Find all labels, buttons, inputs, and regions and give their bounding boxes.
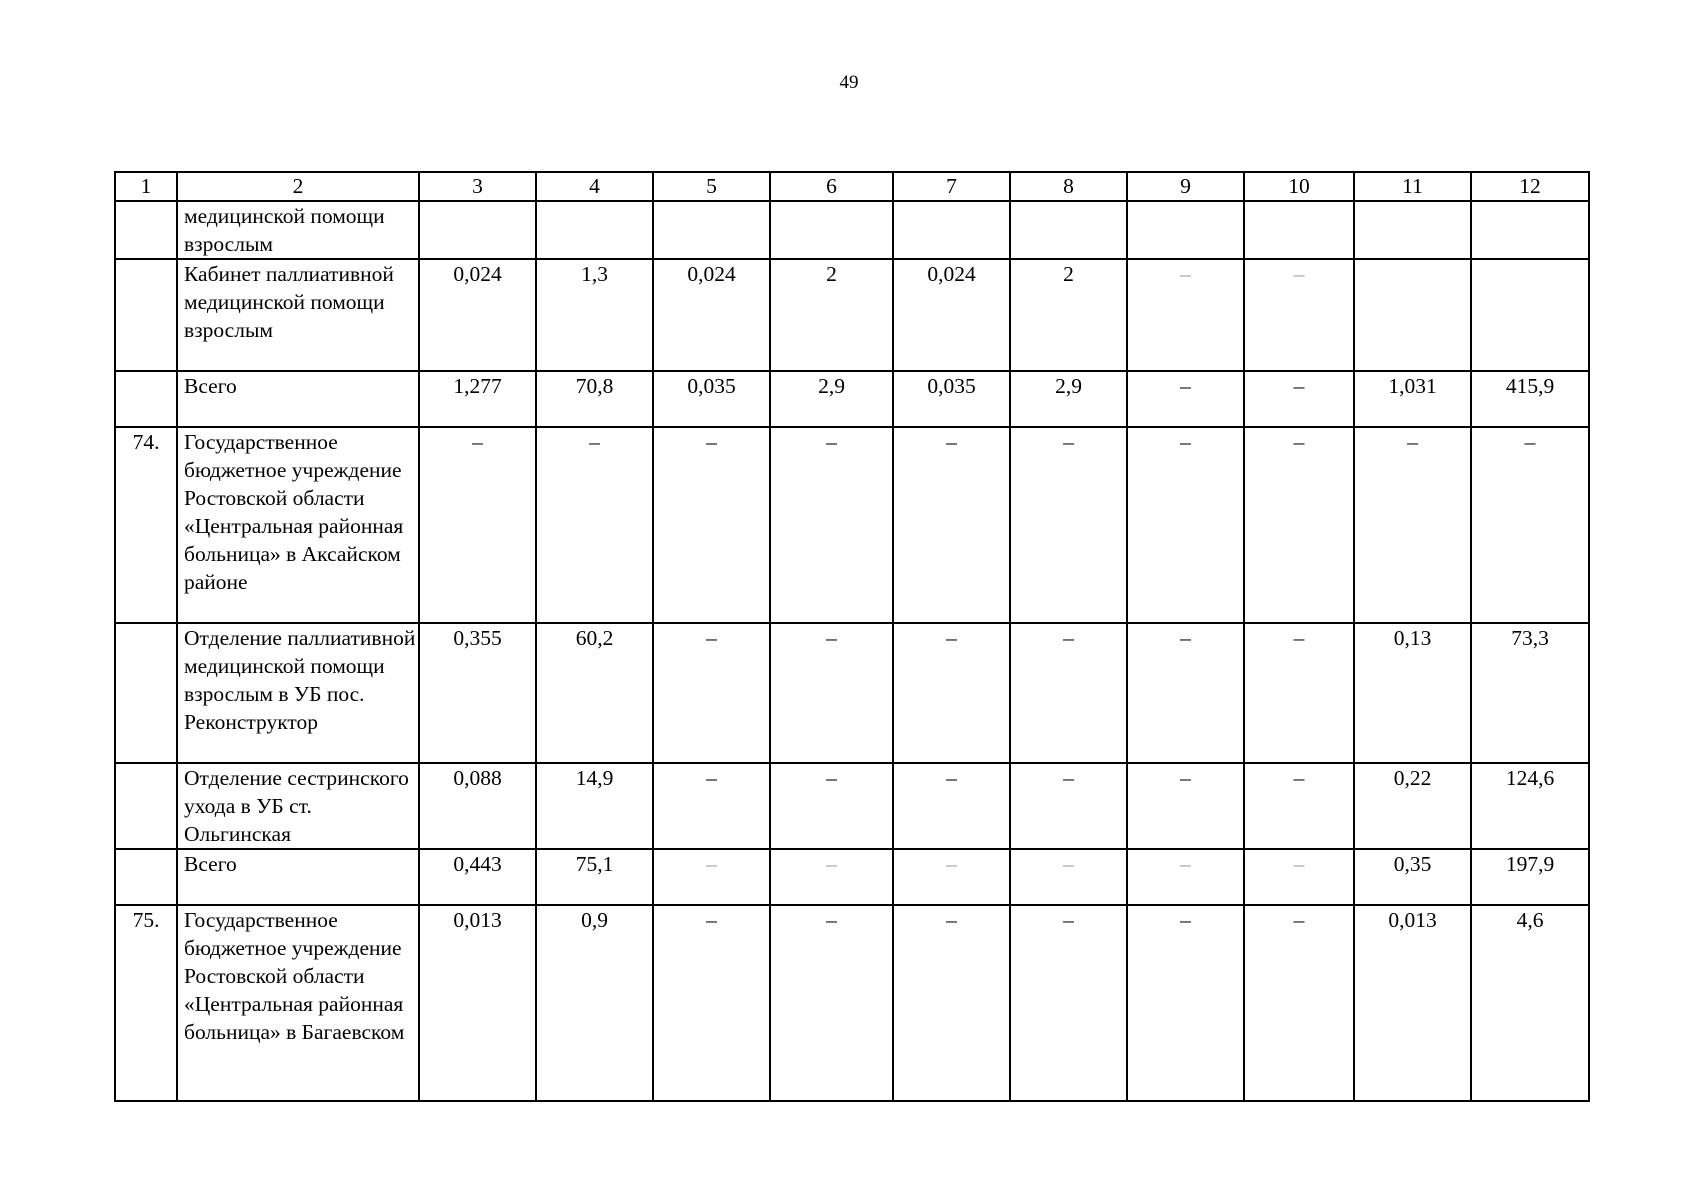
table-row bbox=[115, 201, 1589, 259]
value-cell: 70,8 bbox=[536, 371, 653, 427]
data-table bbox=[114, 171, 1590, 1102]
value-cell: – bbox=[1471, 427, 1589, 623]
value-cell bbox=[419, 201, 536, 259]
row-number-cell bbox=[115, 371, 177, 427]
value-cell: – bbox=[893, 763, 1010, 849]
value-cell: 124,6 bbox=[1471, 763, 1589, 849]
value-cell bbox=[536, 201, 653, 259]
value-cell: – bbox=[653, 763, 770, 849]
value-cell: – bbox=[536, 427, 653, 623]
value-cell: – bbox=[770, 905, 893, 1101]
value-cell: – bbox=[770, 427, 893, 623]
value-cell: 0,035 bbox=[893, 371, 1010, 427]
value-cell bbox=[893, 201, 1010, 259]
value-cell: 0,13 bbox=[1354, 623, 1471, 763]
value-cell: – bbox=[893, 849, 1010, 905]
value-cell: 1,031 bbox=[1354, 371, 1471, 427]
value-cell: – bbox=[1244, 427, 1354, 623]
column-number-header-row bbox=[115, 172, 1589, 201]
value-cell: 0,024 bbox=[893, 259, 1010, 371]
value-cell bbox=[1127, 201, 1244, 259]
table-row bbox=[115, 427, 1589, 623]
value-cell: – bbox=[1127, 427, 1244, 623]
value-cell: – bbox=[893, 623, 1010, 763]
value-cell: – bbox=[1010, 427, 1127, 623]
value-cell: 1,3 bbox=[536, 259, 653, 371]
value-cell bbox=[770, 201, 893, 259]
value-cell: – bbox=[653, 427, 770, 623]
value-cell: 1,277 bbox=[419, 371, 536, 427]
table-row bbox=[115, 259, 1589, 371]
value-cell: – bbox=[1127, 623, 1244, 763]
value-cell: – bbox=[1127, 763, 1244, 849]
value-cell: 0,035 bbox=[653, 371, 770, 427]
value-cell: – bbox=[1244, 371, 1354, 427]
value-cell bbox=[1244, 201, 1354, 259]
value-cell: 0,22 bbox=[1354, 763, 1471, 849]
value-cell: – bbox=[1244, 905, 1354, 1101]
column-header: 1 bbox=[115, 172, 177, 201]
value-cell: – bbox=[1244, 259, 1354, 371]
value-cell: 415,9 bbox=[1471, 371, 1589, 427]
value-cell: – bbox=[893, 427, 1010, 623]
table-row bbox=[115, 849, 1589, 905]
row-name-cell: Отделение паллиативной медицинской помощи взрослым в УБ пос. Реконструктор bbox=[177, 623, 419, 763]
row-name-cell: Кабинет паллиативной медицинской помощи взрослым bbox=[177, 259, 419, 371]
row-number-cell: 75. bbox=[115, 905, 177, 1101]
column-header: 10 bbox=[1244, 172, 1354, 201]
column-header: 11 bbox=[1354, 172, 1471, 201]
value-cell: 2,9 bbox=[770, 371, 893, 427]
table-row bbox=[115, 763, 1589, 849]
value-cell: – bbox=[1127, 849, 1244, 905]
value-cell bbox=[1471, 201, 1589, 259]
value-cell: 0,35 bbox=[1354, 849, 1471, 905]
value-cell: 73,3 bbox=[1471, 623, 1589, 763]
row-name-cell: медицинской помощи взрослым bbox=[177, 201, 419, 259]
value-cell bbox=[1354, 201, 1471, 259]
value-cell: – bbox=[653, 849, 770, 905]
row-name-cell: Государственное бюджетное учреждение Ростовской области «Центральная районная больница» в Багаевском bbox=[177, 905, 419, 1101]
value-cell: – bbox=[1010, 905, 1127, 1101]
value-cell: – bbox=[653, 623, 770, 763]
value-cell: – bbox=[1010, 763, 1127, 849]
value-cell: – bbox=[1244, 849, 1354, 905]
value-cell: 0,355 bbox=[419, 623, 536, 763]
value-cell: – bbox=[770, 623, 893, 763]
column-header: 9 bbox=[1127, 172, 1244, 201]
value-cell: 197,9 bbox=[1471, 849, 1589, 905]
row-name-cell: Отделение сестринского ухода в УБ ст. Ольгинская bbox=[177, 763, 419, 849]
value-cell: 2,9 bbox=[1010, 371, 1127, 427]
value-cell: 0,9 bbox=[536, 905, 653, 1101]
page-number: 49 bbox=[839, 72, 859, 93]
column-header: 3 bbox=[419, 172, 536, 201]
value-cell bbox=[1471, 259, 1589, 371]
value-cell: 0,013 bbox=[1354, 905, 1471, 1101]
value-cell: 0,443 bbox=[419, 849, 536, 905]
value-cell: 4,6 bbox=[1471, 905, 1589, 1101]
row-number-cell: 74. bbox=[115, 427, 177, 623]
value-cell: – bbox=[1244, 763, 1354, 849]
value-cell: – bbox=[1010, 623, 1127, 763]
value-cell bbox=[653, 201, 770, 259]
value-cell: 2 bbox=[770, 259, 893, 371]
row-number-cell bbox=[115, 849, 177, 905]
row-number-cell bbox=[115, 623, 177, 763]
column-header: 6 bbox=[770, 172, 893, 201]
value-cell: – bbox=[770, 763, 893, 849]
value-cell: – bbox=[1010, 849, 1127, 905]
table-row bbox=[115, 623, 1589, 763]
table-row bbox=[115, 371, 1589, 427]
column-header: 5 bbox=[653, 172, 770, 201]
column-header: 2 bbox=[177, 172, 419, 201]
value-cell: 0,024 bbox=[419, 259, 536, 371]
column-header: 8 bbox=[1010, 172, 1127, 201]
value-cell: – bbox=[1127, 905, 1244, 1101]
value-cell: – bbox=[1127, 259, 1244, 371]
value-cell: – bbox=[653, 905, 770, 1101]
row-name-cell: Всего bbox=[177, 371, 419, 427]
value-cell: 75,1 bbox=[536, 849, 653, 905]
value-cell: – bbox=[419, 427, 536, 623]
column-header: 7 bbox=[893, 172, 1010, 201]
row-number-cell bbox=[115, 763, 177, 849]
value-cell bbox=[1010, 201, 1127, 259]
row-number-cell bbox=[115, 259, 177, 371]
value-cell: – bbox=[1354, 427, 1471, 623]
row-name-cell: Всего bbox=[177, 849, 419, 905]
value-cell: 14,9 bbox=[536, 763, 653, 849]
value-cell: – bbox=[893, 905, 1010, 1101]
value-cell: – bbox=[1127, 371, 1244, 427]
column-header: 4 bbox=[536, 172, 653, 201]
row-number-cell bbox=[115, 201, 177, 259]
value-cell: – bbox=[770, 849, 893, 905]
value-cell: 2 bbox=[1010, 259, 1127, 371]
column-header: 12 bbox=[1471, 172, 1589, 201]
row-name-cell: Государственное бюджетное учреждение Ростовской области «Центральная районная больница» в Аксайском районе bbox=[177, 427, 419, 623]
value-cell: 0,013 bbox=[419, 905, 536, 1101]
value-cell bbox=[1354, 259, 1471, 371]
table-row bbox=[115, 905, 1589, 1101]
value-cell: 60,2 bbox=[536, 623, 653, 763]
value-cell: – bbox=[1244, 623, 1354, 763]
value-cell: 0,024 bbox=[653, 259, 770, 371]
value-cell: 0,088 bbox=[419, 763, 536, 849]
